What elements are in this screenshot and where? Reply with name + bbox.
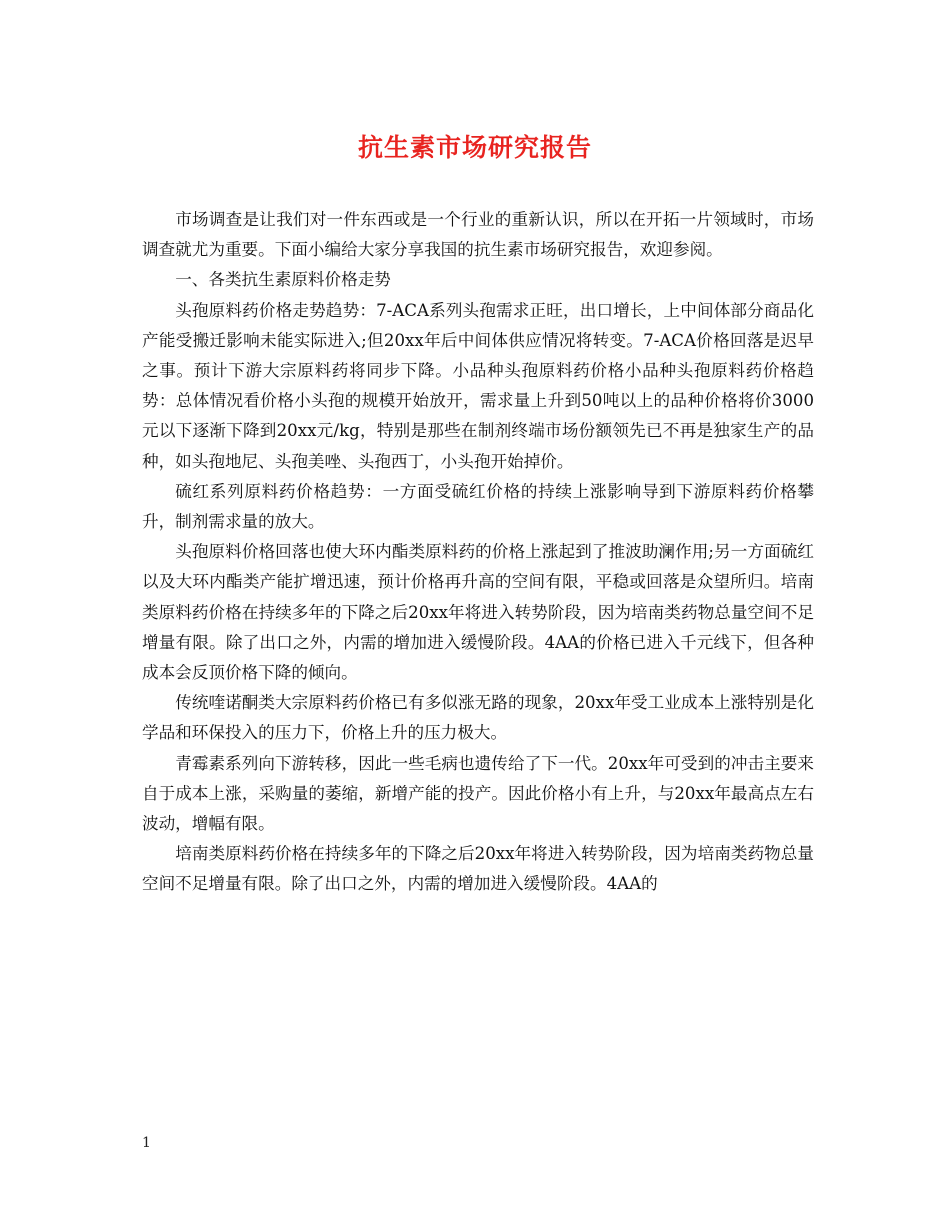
paragraph-cephalosporin: 头孢原料药价格走势趋势：7-ACA系列头孢需求正旺，出口增长，上中间体部分商品化产能受搬迁影响未能实际进入;但20xx年后中间体供应情况将转变。7-ACA价格回落是迟早之事。预计下游大宗原料药将同步下降。小品种头孢原料药价格小品种头孢原料药价格趋势：总体情况看价格小头孢的规模开始放开，需求量上升到50吨以上的品种价格将价3000元以下逐渐下降到20xx元/kg，特别是那些在制剂终端市场份额领先已不再是独家生产的品种，如头孢地尼、头孢美唑、头孢西丁，小头孢开始掉价。	[142, 300, 814, 471]
paragraph-penem: 培南类原料药价格在持续多年的下降之后20xx年将进入转势阶段，因为培南类药物总量空间不足增量有限。除了出口之外，内需的增加进入缓慢阶段。4AA的	[142, 844, 814, 894]
document-body	[142, 205, 814, 900]
section-heading: 一、各类抗生素原料价格走势	[175, 270, 391, 290]
paragraph-quinolone: 传统喹诺酮类大宗原料药价格已有多似涨无路的现象，20xx年受工业成本上涨特别是化学品和环保投入的压力下，价格上升的压力极大。	[142, 693, 814, 743]
paragraph-penicillin: 青霉素系列向下游转移，因此一些毛病也遗传给了下一代。20xx年可受到的冲击主要来自于成本上涨，采购量的萎缩，新增产能的投产。因此价格小有上升，与20xx年最高点左右波动，增幅有限。	[142, 753, 814, 834]
paragraph-intro: 市场调查是让我们对一件东西或是一个行业的重新认识，所以在开拓一片领域时，市场调查就尤为重要。下面小编给大家分享我国的抗生素市场研究报告，欢迎参阅。	[142, 210, 814, 260]
paragraph-macrolide: 头孢原料价格回落也使大环内酯类原料药的价格上涨起到了推波助澜作用;另一方面硫红以及大环内酯类产能扩增迅速，预计价格再升高的空间有限，平稳或回落是众望所归。培南类原料药价格在持续多年的下降之后20xx年将进入转势阶段，因为培南类药物总量空间不足增量有限。除了出口之外，内需的增加进入缓慢阶段。4AA的价格已进入千元线下，但各种成本会反顶价格下降的倾向。	[142, 542, 814, 683]
page-number: 1	[142, 1135, 151, 1151]
paragraph-thiocyanate-erythromycin: 硫红系列原料药价格趋势：一方面受硫红价格的持续上涨影响导到下游原料药价格攀升，制剂需求量的放大。	[142, 481, 814, 532]
document-title: 抗生素市场研究报告	[357, 133, 592, 162]
